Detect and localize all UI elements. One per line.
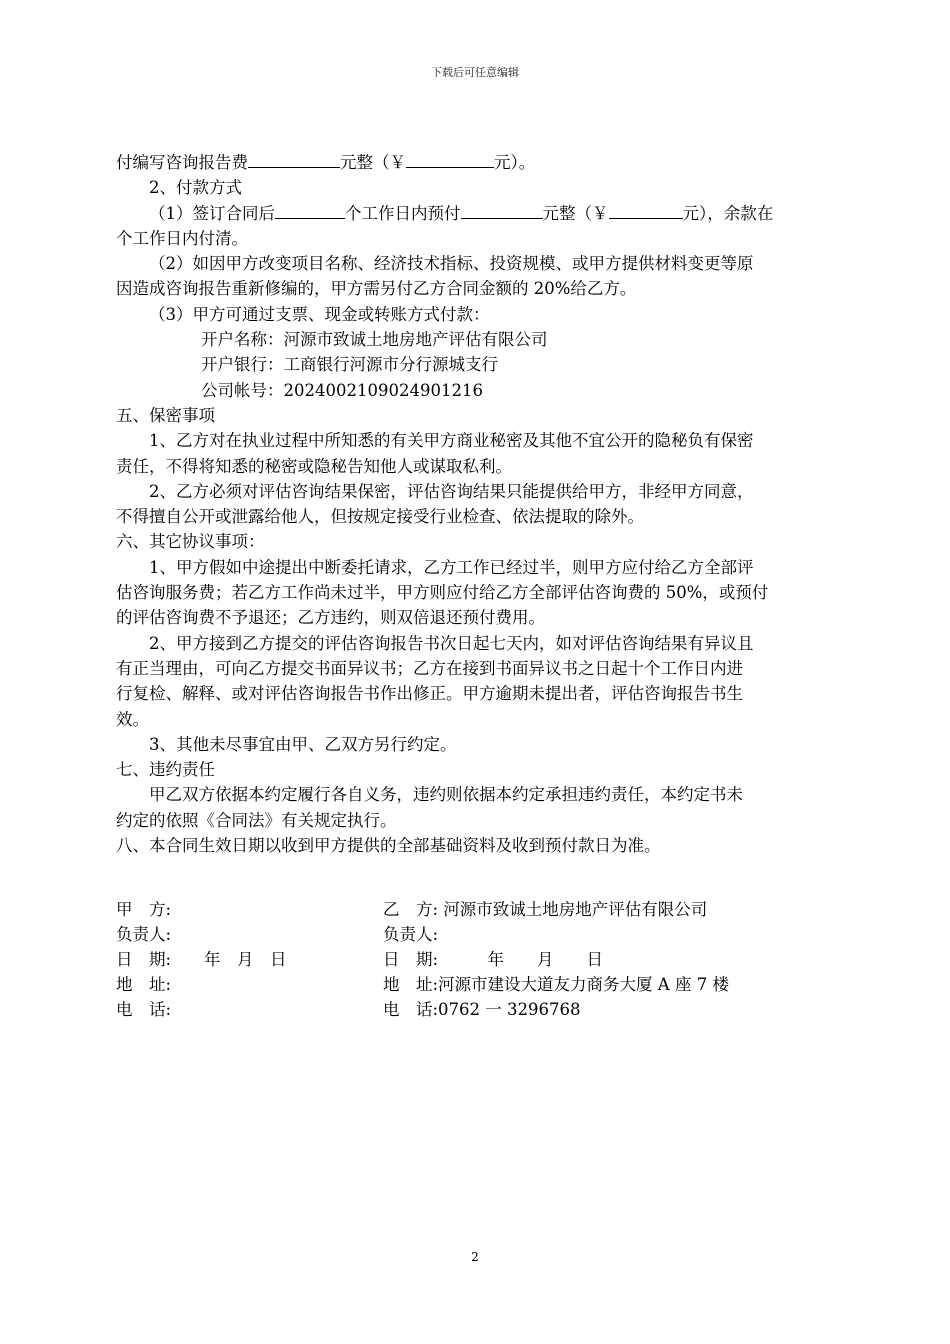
bank-name: 开户银行：工商银行河源市分行源城支行 <box>201 355 498 375</box>
section-7-text: 甲乙双方依据本约定履行各自义务，违约则依据本约定承担违约责任，本约定书未 <box>149 785 743 805</box>
fee-yuan-blank <box>406 150 494 168</box>
section-6-title: 六、其它协议事项： <box>116 532 265 552</box>
section-6-item-1-cont: 估咨询服务费；若乙方工作尚未过半，甲方则应付给乙方全部评估咨询费的 50%，或预付 <box>116 583 769 603</box>
payment-method-heading: 2、付款方式 <box>149 178 242 198</box>
text: 元整（￥ <box>542 203 609 223</box>
section-6-item-1-cont: 的评估咨询费不予退还；乙方违约，则双倍退还预付费用。 <box>116 608 545 628</box>
phone-a-label: 电 话: <box>116 1000 172 1019</box>
signature-row-rep <box>116 922 860 947</box>
section-5-item-1-cont: 责任，不得将知悉的秘密或隐秘告知他人或谋取私利。 <box>116 456 512 476</box>
account-number: 公司帐号：2024002109024901216 <box>201 380 483 400</box>
signature-row-phone <box>116 997 860 1022</box>
prepay-yuan-blank <box>609 201 683 219</box>
text: 元），余款在 <box>682 203 774 223</box>
payment-item-1-cont: 个工作日内付清。 <box>116 228 248 248</box>
date-a-label: 日 期: 年 月 日 <box>116 950 287 969</box>
phone-b-label: 电 话:0762 一 3296768 <box>383 1000 581 1019</box>
contract-body <box>116 150 860 858</box>
section-6-item-2: 2、甲方接到乙方提交的评估咨询报告书次日起七天内，如对评估咨询结果有异议且 <box>149 633 754 653</box>
account-name: 开户名称：河源市致诚土地房地产评估有限公司 <box>201 330 548 350</box>
party-b-label: 乙 方: 河源市致诚土地房地产评估有限公司 <box>383 900 708 919</box>
fee-line <box>116 150 860 175</box>
signature-block <box>116 897 860 1022</box>
section-5-title: 五、保密事项 <box>116 405 215 425</box>
rep-a-label: 负责人: <box>116 925 172 944</box>
page-number: 2 <box>471 1250 479 1264</box>
days-blank <box>275 201 345 219</box>
address-a-label: 地 址: <box>116 975 172 994</box>
signature-row-address <box>116 972 860 997</box>
fee-amount-blank <box>248 150 340 168</box>
signature-row-party <box>116 897 860 922</box>
section-6-item-2-cont: 效。 <box>116 709 149 729</box>
signature-row-date <box>116 947 860 972</box>
fee-text: 元整（￥ <box>340 153 406 172</box>
text: 个工作日内预付 <box>345 203 461 223</box>
section-6-item-1: 1、甲方假如中途提出中断委托请求，乙方工作已经过半，则甲方应付给乙方全部评 <box>149 557 754 577</box>
prepay-blank <box>461 201 543 219</box>
section-5-item-2: 2、乙方必须对评估咨询结果保密，评估咨询结果只能提供给甲方，非经甲方同意， <box>149 481 754 501</box>
section-6-item-3: 3、其他未尽事宜由甲、乙双方另行约定。 <box>149 734 457 754</box>
party-a-label: 甲 方: <box>116 900 172 919</box>
text: （1）签订合同后 <box>149 203 275 223</box>
page-header: 下载后可任意编辑 <box>431 66 519 79</box>
section-7-text-cont: 约定的依照《合同法》有关规定执行。 <box>116 810 397 830</box>
rep-b-label: 负责人: <box>383 925 439 944</box>
payment-item-2-cont: 因造成咨询报告重新修编的，甲方需另付乙方合同金额的 20%给乙方。 <box>116 279 637 299</box>
section-5-item-1: 1、乙方对在执业过程中所知悉的有关甲方商业秘密及其他不宜公开的隐秘负有保密 <box>149 431 754 451</box>
payment-item-1 <box>116 201 860 226</box>
section-6-item-2-cont: 有正当理由，可向乙方提交书面异议书；乙方在接到书面异议书之日起十个工作日内进 <box>116 658 743 678</box>
date-b-label: 日 期: 年 月 日 <box>383 950 604 969</box>
section-5-item-2-cont: 不得擅自公开或泄露给他人，但按规定接受行业检查、依法提取的除外。 <box>116 507 644 527</box>
fee-text: 付编写咨询报告费 <box>116 153 248 172</box>
fee-text: 元）。 <box>494 153 536 172</box>
address-b-label: 地 址:河源市建设大道友力商务大厦 A 座 7 楼 <box>383 975 729 994</box>
section-8: 八、本合同生效日期以收到甲方提供的全部基础资料及收到预付款日为准。 <box>116 836 661 856</box>
payment-item-2: （2）如因甲方改变项目名称、经济技术指标、投资规模、或甲方提供材料变更等原 <box>149 254 754 274</box>
section-6-item-2-cont: 行复检、解释、或对评估咨询报告书作出修正。甲方逾期未提出者，评估咨询报告书生 <box>116 684 743 704</box>
section-7-title: 七、违约责任 <box>116 760 215 780</box>
payment-item-3: （3）甲方可通过支票、现金或转账方式付款： <box>149 304 490 324</box>
